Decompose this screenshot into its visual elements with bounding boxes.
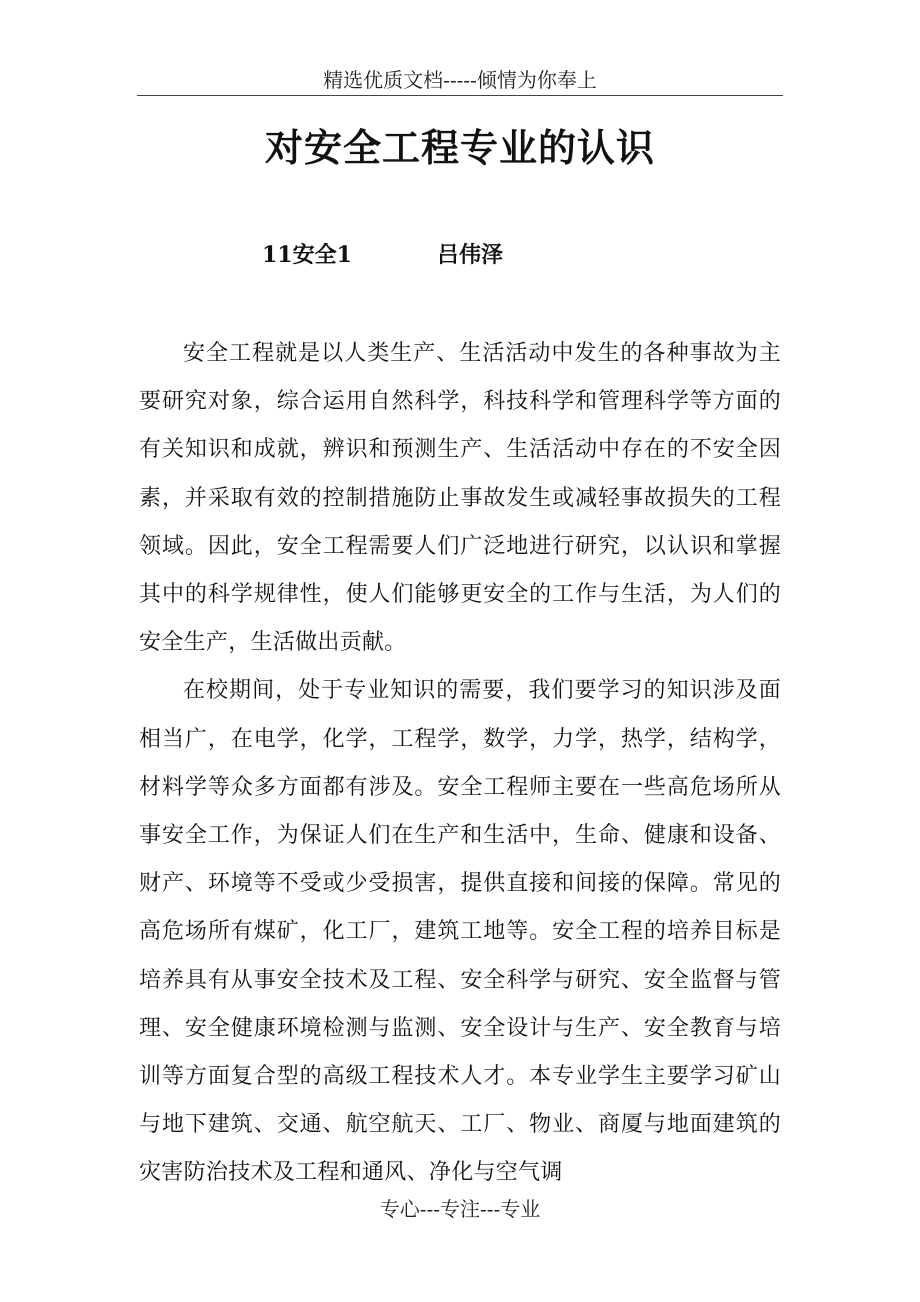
byline-author: 吕伟泽	[437, 242, 504, 268]
byline-class: 11安全1	[262, 242, 352, 268]
document-title: 对安全工程专业的认识	[264, 125, 655, 170]
page-header: 精选优质文档-----倾情为你奉上	[323, 68, 597, 92]
body-paragraph: 在校期间，处于专业知识的需要，我们要学习的知识涉及面相当广，在电学，化学，工程学，数学，力学，热学，结构学，材料学等众多方面都有涉及。安全工程师主要在一些高危场所从事安全工作，为保证人们在生产和生活中，生命、健康和设备、财产、环境等不受或少受损害，提供直接和间接的保障。常见的高危场所有煤矿，化工厂，建筑工地等。安全工程的培养目标是培养具有从事安全技术及工程、安全科学与研究、安全监督与管理、安全健康环境检测与监测、安全设计与生产、安全教育与培训等方面复合型的高级工程技术人才。本专业学生主要学习矿山与地下建筑、交通、航空航天、工厂、物业、商厦与地面建筑的灾害防治技术及工程和通风、净化与空气调	[139, 678, 781, 1186]
document-body	[139, 330, 781, 1198]
page-footer: 专心---专注---专业	[379, 1197, 541, 1221]
header-divider	[137, 95, 783, 96]
body-paragraph: 安全工程就是以人类生产、生活活动中发生的各种事故为主要研究对象，综合运用自然科学，科技科学和管理科学等方面的有关知识和成就，辨识和预测生产、生活活动中存在的不安全因素，并采取有效的控制措施防止事故发生或减轻事故损失的工程领域。因此，安全工程需要人们广泛地进行研究，以认识和掌握其中的科学规律性，使人们能够更安全的工作与生活，为人们的安全生产，生活做出贡献。	[139, 341, 781, 656]
